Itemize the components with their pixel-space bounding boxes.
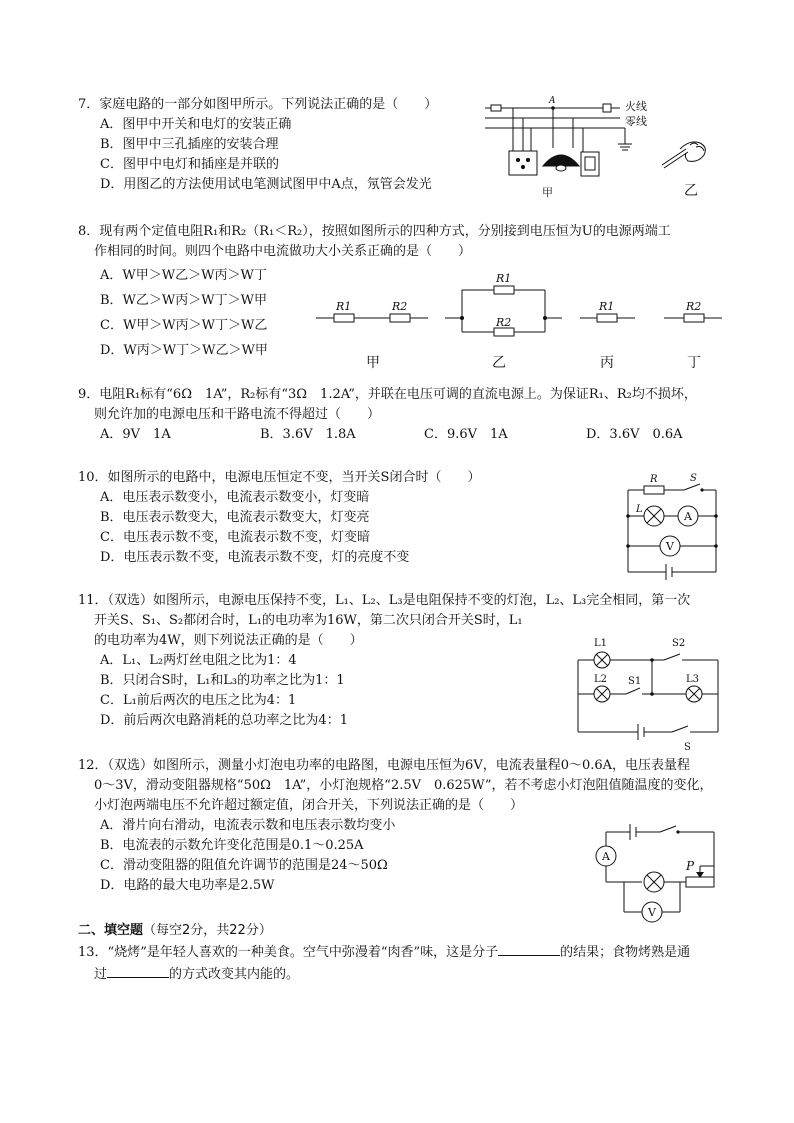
- lamp-l2-label: L2: [594, 674, 608, 685]
- lamp-l-label: L: [636, 504, 643, 515]
- junction-dot: [650, 658, 654, 662]
- question-13-text-4: 的方式改变其内能的。: [169, 967, 300, 982]
- question-9-option-a[interactable]: A．9V 1A: [100, 427, 171, 442]
- circuit-ding-caption: 丁: [687, 355, 701, 371]
- household-circuit-figure: [485, 96, 655, 196]
- question-11-option-b[interactable]: B．只闭合S时，L₁和L₃的功率之比为1：1: [100, 673, 345, 688]
- junction-dot: [650, 692, 654, 696]
- question-9-option-d[interactable]: D．3.6V 0.6A: [586, 427, 683, 442]
- circuit-jia-caption: 甲: [366, 355, 380, 371]
- circuit-bing-caption: 丙: [600, 355, 614, 371]
- question-8-option-a[interactable]: A．W甲＞W乙＞W丙＞W丁: [100, 268, 267, 283]
- question-11-stem-line1: 11．（双选）如图所示，电源电压保持不变，L₁、L₂、L₃是电阻保持不变的灯泡，L₂、L₃完全相同，第一次: [78, 593, 691, 608]
- question-11-option-a[interactable]: A．L₁、L₂两灯丝电阻之比为1：4: [100, 653, 297, 668]
- circuit-yi-caption: 乙: [492, 355, 506, 371]
- point-a-label: A: [549, 96, 556, 106]
- question-13: [78, 941, 728, 985]
- point-a-icon: [551, 106, 555, 110]
- question-9-stem-line1: 9．电阻R₁标有“6Ω 1A”，R₂标有“3Ω 1.2A”，并联在电压可调的直流电源上。为保证R₁、R₂均不损坏，: [78, 387, 697, 402]
- ammeter-a-label: A: [602, 850, 610, 863]
- section-2-heading: [78, 919, 272, 938]
- switch-s2-label: S2: [672, 638, 686, 649]
- question-12-option-a[interactable]: A．滑片向右滑动，电流表示数和电压表示数均变小: [100, 818, 396, 833]
- question-8-option-c[interactable]: C．W甲＞W丙＞W丁＞W乙: [100, 318, 268, 333]
- question-12-stem-line3: 小灯泡两端电压不允许超过额定值，闭合开关，下列说法正确的是（ ）: [94, 798, 524, 813]
- switch-s-label: S: [690, 473, 697, 484]
- junction-dot-right: [543, 316, 547, 320]
- question-8-option-b[interactable]: B．W乙＞W丙＞W丁＞W甲: [100, 293, 268, 308]
- question-12-option-d[interactable]: D．电路的最大电功率是2.5W: [100, 878, 275, 893]
- yi-r2-label: R2: [496, 316, 512, 329]
- four-circuits-figure: [310, 268, 730, 348]
- junction-dot: [714, 514, 718, 518]
- question-7-option-a[interactable]: A．图甲中开关和电灯的安装正确: [100, 117, 292, 132]
- question-11-stem-line3: 的电功率为4W，则下列说法正确的是（ ）: [94, 633, 363, 648]
- switch-s1-label: S1: [628, 676, 642, 687]
- question-10-stem: 10．如图所示的电路中，电源电压恒定不变，当开关S闭合时（ ）: [78, 470, 481, 485]
- question-13-text-1: 13．“烧烤”是年轻人喜欢的一种美食。空气中弥漫着“肉香”味，这是分子: [78, 945, 499, 960]
- question-10-option-a[interactable]: A．电压表示数变小，电流表示数变小，灯变暗: [100, 490, 370, 505]
- bing-r1-label: R1: [599, 300, 615, 313]
- question-10-option-b[interactable]: B．电压表示数变大，电流表示数变大，灯变亮: [100, 510, 370, 525]
- section-2-note: （每空2分，共22分）: [143, 923, 272, 938]
- jia-r2-label: R2: [392, 300, 408, 313]
- question-13-blank-1[interactable]: [498, 941, 560, 956]
- jia-r1-label: R1: [336, 300, 352, 313]
- question-12-option-b[interactable]: B．电流表的示数允许变化范围是0.1～0.25A: [100, 838, 364, 853]
- live-wire-label: 火线: [625, 100, 647, 113]
- q12-circuit-figure: [594, 822, 720, 926]
- junction-dot-left: [460, 316, 464, 320]
- resistor-r-label: R: [650, 474, 658, 485]
- question-7-option-b[interactable]: B．图甲中三孔插座的安装合理: [100, 137, 279, 152]
- figure-yi-caption: 乙: [684, 183, 698, 199]
- question-7-stem: 7．家庭电路的一部分如图甲所示。下列说法正确的是（ ）: [78, 97, 438, 112]
- question-9-option-c[interactable]: C．9.6V 1A: [424, 427, 508, 442]
- question-9: [78, 385, 728, 445]
- question-11-option-c[interactable]: C．L₁前后两次的电压之比为4：1: [100, 693, 297, 708]
- neutral-wire-label: 零线: [625, 115, 647, 128]
- question-10-option-d[interactable]: D．电压表示数不变，电流表示数不变，灯的亮度不变: [100, 550, 410, 565]
- junction-dot: [626, 514, 630, 518]
- question-8-stem-line2: 作相同的时间。则四个电路中电流做功大小关系正确的是（ ）: [94, 244, 472, 259]
- question-13-text-3: 过: [94, 967, 108, 982]
- question-7-option-c[interactable]: C．图甲中电灯和插座是并联的: [100, 157, 279, 172]
- voltmeter-v-label: V: [666, 540, 674, 553]
- question-11-option-d[interactable]: D．前后两次电路消耗的总功率之比为4：1: [100, 713, 348, 728]
- switch-pivot-dot: [700, 488, 703, 491]
- lamp-l3-label: L3: [686, 674, 700, 685]
- question-9-stem-line2: 则允许加的电源电压和干路电流不得超过（ ）: [94, 407, 381, 422]
- question-12-stem-line1: 12．（双选）如图所示，测量小灯泡电功率的电路图，电源电压恒为6V，电流表量程0～0.6A，电压表量程: [78, 758, 691, 773]
- switch-pivot-dot: [676, 830, 679, 833]
- figure-jia-caption: 甲: [542, 186, 553, 199]
- q11-circuit-figure: [572, 634, 722, 752]
- q10-circuit-figure: [622, 474, 722, 580]
- question-13-line1: [78, 941, 728, 963]
- question-9-options: [78, 425, 728, 445]
- question-13-blank-2[interactable]: [107, 963, 169, 978]
- section-2-title: 二、填空题: [78, 923, 144, 938]
- question-12-option-c[interactable]: C．滑动变阻器的阻值允许调节的范围是24～50Ω: [100, 858, 388, 873]
- question-8-option-d[interactable]: D．W丙＞W丁＞W乙＞W甲: [100, 343, 268, 358]
- switch-s-label: S: [684, 742, 691, 753]
- yi-r1-label: R1: [496, 272, 512, 285]
- voltmeter-v-label: V: [648, 906, 656, 919]
- junction-dot: [714, 544, 718, 548]
- question-13-line2: [78, 963, 728, 985]
- question-8-stem-line1: 8．现有两个定值电阻R₁和R₂（R₁＜R₂），按照如图所示的四种方式，分别接到电压恒为U的电源两端工: [78, 224, 671, 239]
- test-pen-hand-icon: [660, 135, 710, 175]
- lamp-l1-label: L1: [594, 638, 608, 649]
- question-9-option-b[interactable]: B．3.6V 1.8A: [260, 427, 356, 442]
- question-12-stem-line2: 0～3V，滑动变阻器规格“50Ω 1A”，小灯泡规格“2.5V 0.625W”，若不考虑小灯泡阻值随温度的变化，: [94, 778, 713, 793]
- slider-p-label: P: [686, 859, 695, 873]
- question-13-text-2: 的结果；食物烤熟是通: [560, 945, 691, 960]
- ammeter-a-label: A: [684, 510, 692, 523]
- question-10-option-c[interactable]: C．电压表示数不变，电流表示数不变，灯变暗: [100, 530, 370, 545]
- question-7-option-d[interactable]: D．用图乙的方法使用试电笔测试图甲中A点，氖管会发光: [100, 177, 432, 192]
- junction-dot: [626, 544, 630, 548]
- question-11-stem-line2: 开关S、S₁、S₂都闭合时，L₁的电功率为16W，第二次只闭合开关S时，L₁: [94, 613, 523, 628]
- ding-r2-label: R2: [686, 300, 702, 313]
